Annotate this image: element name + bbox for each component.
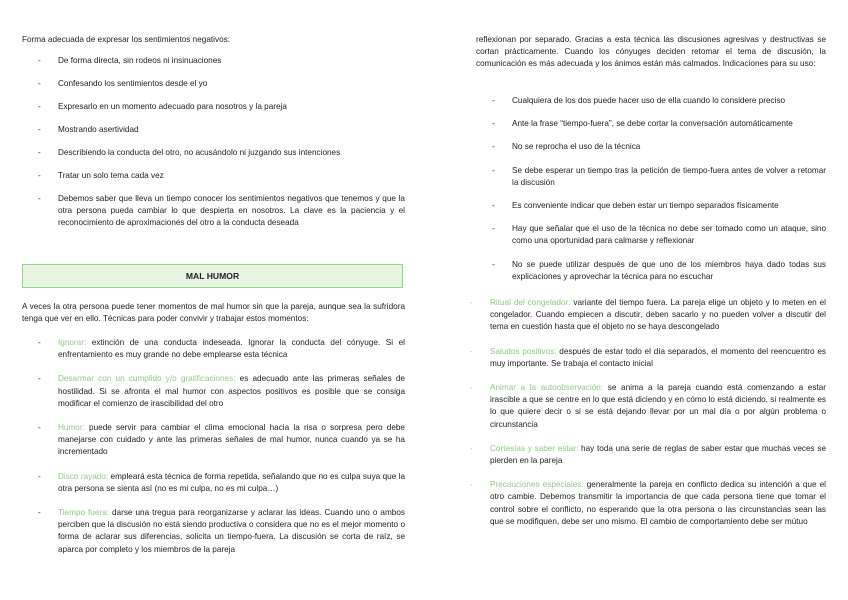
list-item: - Confesando los sentimientos desde el yo [22,78,405,90]
section-heading-text: MAL HUMOR [185,270,240,281]
list-item: - Se debe esperar un tiempo tras la petición de tiempo-fuera antes de volver a retomar la discusión [476,165,826,189]
technique-text: después de estar todo el día separados, el momento del reencuentro es muy importante. Se trabaja el contacto inicial [490,346,827,368]
technique-text: generalmente la pareja en conflicto dedica su intención a que el otro cambie. Debemos transmitir la importancia de que cada persona tiene que tomar el control sobre el conflicto, no esperando que la otra persona o las circunstancias sean las que se modifiquen, debe ser uno mismo. El cambio de comportamiento debe ser mútuo [490,480,826,526]
technique-term: Disco rayado: [58,471,109,481]
expression-list [22,55,405,240]
list-item: - No se reprocha el uso de la técnica [476,141,826,153]
technique-text: empleará esta técnica de forma repetida, señalando que no es culpa suya que la otra persona se sienta así (no es mi culpa, no es mi culpa…) [58,471,405,493]
technique-term: Ignorar: [58,338,87,347]
list-item [22,373,405,410]
list-item [454,346,826,370]
list-item: - Es conveniente indicar que deben estar un tiempo separados físicamente [476,200,826,212]
list-item: - De forma directa, sin rodeos ni insinuaciones [22,55,405,67]
technique-term: Animar a la autoobservación: [490,383,604,393]
technique-list [22,337,405,568]
list-item [454,479,826,528]
technique-text: es adecuado ante las primeras señales de hostilidad. Si se afronta el mal humor con aspectos positivos es posible que se consiga modificar el comienzo de irascibilidad del otro [58,374,405,408]
technique-term: Saludos positivos: [490,346,557,356]
list-item: - Debemos saber que lleva un tiempo conocer los sentimientos negativos que tenemos y que la otra persona pueda cambiar lo que despierta en nosotros. La clave es la paciencia y el reconocimiento de aproximaciones del otro a la conducta deseada [22,193,405,230]
list-item [454,443,826,467]
technique-term: Ritual del congelador: [490,298,571,307]
technique-text: extinción de una conducta indeseada. Ignorar la conducta del cónyuge. Si el enfrentamiento es muy grande no debe emplearse esta técnica [58,338,405,360]
technique-text: variante del tiempo fuera. La pareja elige un objeto y lo meten en el congelador. Cuando empiecen a discutir, deben sacarlo y no pueden volver a discutir del tema en cuestión hasta que el objeto no se haya descongelado [490,298,826,332]
technique-text: darse una tregua para reorganizarse y aclarar las ideas. Cuando uno o ambos perciben que la discusión no está siendo productiva o considera que no es el mejor momento o forma de aclarar sus diferencias, solicita un tiempo-fuera. La discusión se corta de raíz, se aparca por completo y los miembros de la pareja [58,508,405,554]
list-item: - Expresarlo en un momento adecuado para nosotros y la pareja [22,101,405,113]
technique-term: Tiempo fuera: [58,508,109,518]
list-item: - Hay que señalar que el uso de la técnica no debe ser tomado como un ataque, sino como una oportunidad para calmarse y reflexionar [476,223,826,247]
technique-text: puede servir para cambiar el clima emocional hacia la risa o sorpresa pero debe manejarse con cuidado y ante las primeras señales de mal humor, nunca cuando ya se ha incrementado [58,423,405,457]
list-item: - Tratar un solo tema cada vez [22,170,405,182]
technique-term: Humor: [58,423,85,433]
indication-list [476,95,826,294]
list-item: - No se puede utilizar después de que uno de los miembros haya dado todas sus explicaciones y aprovechar la técnica para no escuchar [476,259,826,283]
list-item: - Mostrando asertividad [22,124,405,136]
list-item [454,382,826,431]
technique-list [454,297,826,540]
list-item [22,507,405,556]
list-item: - Ante la frase “tiempo-fuera”, se debe cortar la conversación automáticamente [476,118,826,130]
expression-intro: Forma adecuada de expresar los sentimientos negativos: [22,35,230,44]
time-out-continuation: reflexionan por separado. Gracias a esta técnica las discusiones agresivas y destructivas se cortan prácticamente. Cuando los cónyuges deciden retomar el tema de discusión, la comunicación es más adecuada y los ánimos están más calmados. Indicaciones para su uso: [476,35,826,69]
list-item [454,297,826,334]
list-item: - Describiendo la conducta del otro, no acusándolo ni juzgando sus intenciones [22,147,405,159]
list-item: - Cualquiera de los dos puede hacer uso de ella cuando lo considere preciso [476,95,826,107]
bad-mood-intro: A veces la otra persona puede tener momentos de mal humor sin que la pareja, aunque sea la sufridora tenga que ver en ello. Técnicas para poder convivir y trabajar estos momentos: [22,302,405,324]
list-item [22,337,405,361]
technique-term: Desarmar con un cumplido y/o gratificaciones: [58,374,236,384]
technique-text: hay toda una serie de reglas de saber estar que muchas veces se pierden en la pareja [490,443,826,466]
technique-term: Precauciones especiales: [490,480,584,490]
technique-text: se anima a la pareja cuando está comenzando a estar irascible a que se centre en lo que está diciendo y en cómo lo está diciendo, si realmente es lo que quiere decir o si se está dejando llevar por un mal día o por algún problema o circunstancia [490,383,826,429]
section-heading [22,264,403,288]
list-item [22,471,405,495]
list-item [22,422,405,459]
technique-term: Cortesías y saber estar: [490,443,579,453]
